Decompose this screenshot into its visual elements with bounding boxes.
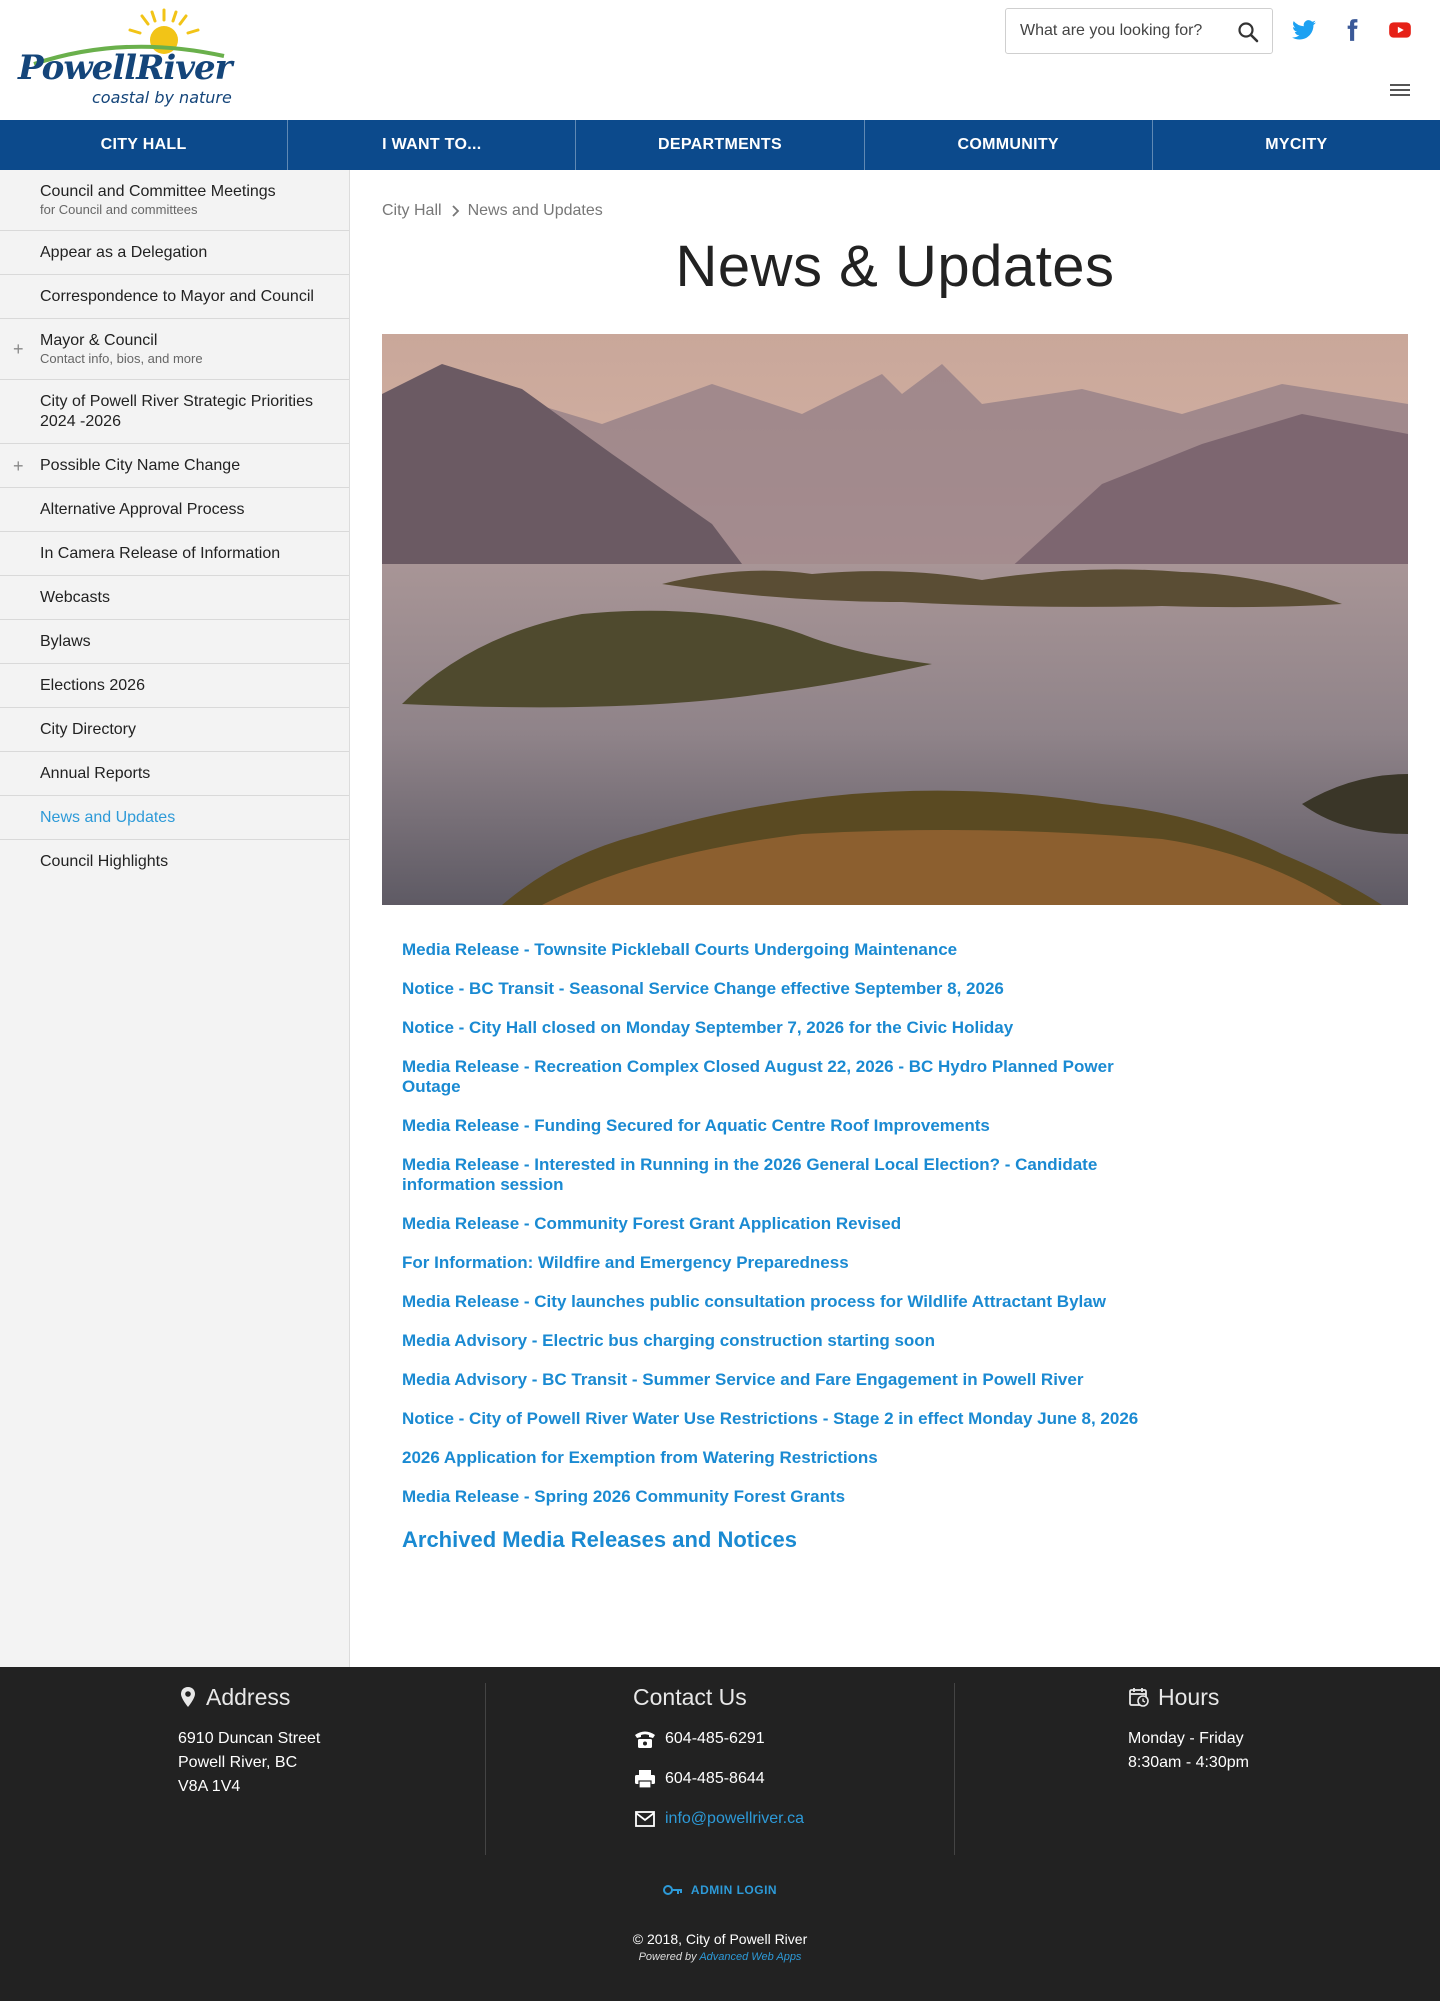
hero-image — [382, 334, 1408, 905]
hours-time: 8:30am - 4:30pm — [1128, 1754, 1249, 1771]
sidebar-item-label: Possible City Name Change — [40, 456, 241, 474]
news-link[interactable]: Media Release - Funding Secured for Aquatic Centre Roof Improvements — [402, 1116, 990, 1135]
sidebar-item-sublabel: Contact info, bios, and more — [40, 351, 203, 366]
nav-city-hall[interactable]: CITY HALL — [0, 120, 288, 170]
sidebar-item-label: City Directory — [40, 720, 137, 738]
sidebar-item-elections[interactable] — [0, 664, 349, 708]
news-list — [402, 940, 1162, 1526]
sidebar-item-label: In Camera Release of Information — [40, 544, 281, 562]
sidebar-item-mayor-council[interactable] — [0, 319, 349, 380]
footer-contact-heading: Contact Us — [633, 1683, 747, 1710]
sidebar-item-label: Mayor & Council — [40, 332, 158, 349]
expand-plus-icon[interactable]: + — [13, 339, 24, 359]
sidebar-item-delegation[interactable] — [0, 231, 349, 275]
news-link[interactable]: Notice - BC Transit - Seasonal Service Change effective September 8, 2026 — [402, 979, 1004, 998]
news-link[interactable]: For Information: Wildfire and Emergency Preparedness — [402, 1253, 849, 1272]
twitter-icon[interactable] — [1291, 17, 1317, 43]
nav-community[interactable]: COMMUNITY — [865, 120, 1153, 170]
logo-text: PowellRiver — [18, 48, 232, 88]
powered-by-link[interactable]: Advanced Web Apps — [699, 1951, 802, 1963]
sidebar-item-label: Council Highlights — [40, 853, 169, 870]
sidebar-item-city-name-change[interactable] — [0, 444, 349, 488]
news-link[interactable]: Media Advisory - BC Transit - Summer Service and Fare Engagement in Powell River — [402, 1370, 1084, 1389]
news-link[interactable]: Notice - City of Powell River Water Use Restrictions - Stage 2 in effect Monday June 8, 2026 — [402, 1409, 1139, 1428]
sidebar-item-label: Appear as a Delegation — [40, 243, 208, 261]
powered-by — [0, 1951, 1440, 1963]
email-icon — [633, 1809, 657, 1829]
logo-tagline: coastal by nature — [92, 88, 232, 107]
facebook-icon[interactable] — [1339, 17, 1365, 43]
news-link[interactable]: Media Release - Spring 2026 Community Forest Grants — [402, 1487, 846, 1506]
key-icon — [663, 1884, 683, 1896]
news-link[interactable]: Media Release - City launches public consultation process for Wildlife Attractant Bylaw — [402, 1292, 1106, 1311]
sidebar-item-alternative-approval[interactable] — [0, 488, 349, 532]
hours-days: Monday - Friday — [1128, 1730, 1244, 1747]
sidebar-item-in-camera[interactable] — [0, 532, 349, 576]
news-link[interactable]: Media Release - Interested in Running in the 2026 General Local Election? - Candidate information session — [402, 1155, 1098, 1194]
address-line: 6910 Duncan Street — [178, 1730, 321, 1747]
sidebar-item-label: Alternative Approval Process — [40, 500, 245, 518]
hamburger-menu-icon[interactable] — [1390, 82, 1410, 98]
sidebar-item-label: Council and Committee Meetings — [40, 183, 276, 200]
calendar-clock-icon — [1128, 1686, 1150, 1708]
city-logo[interactable] — [14, 6, 234, 110]
sidebar-item-council-highlights[interactable] — [0, 840, 349, 884]
fax-icon — [633, 1769, 657, 1789]
sidebar-item-correspondence[interactable] — [0, 275, 349, 319]
archive-link[interactable]: Archived Media Releases and Notices — [402, 1527, 797, 1552]
footer-hours — [1128, 1683, 1388, 1855]
sidebar-item-label: Correspondence to Mayor and Council — [40, 287, 314, 305]
nav-i-want-to[interactable]: I WANT TO... — [288, 120, 576, 170]
youtube-icon[interactable] — [1387, 17, 1413, 43]
breadcrumb — [382, 202, 603, 220]
breadcrumb-parent[interactable]: City Hall — [382, 202, 442, 219]
sidebar-item-sublabel: for Council and committees — [40, 202, 198, 217]
nav-mycity[interactable]: MYCITY — [1265, 136, 1328, 153]
main-nav — [0, 120, 1440, 170]
search-input[interactable] — [1020, 9, 1230, 53]
news-link[interactable]: 2026 Application for Exemption from Watering Restrictions — [402, 1448, 878, 1467]
copyright: © 2018, City of Powell River — [632, 1931, 808, 1947]
sidebar-item-label: Annual Reports — [40, 764, 151, 782]
sidebar-item-city-directory[interactable] — [0, 708, 349, 752]
sidebar-item-label: News and Updates — [40, 808, 176, 826]
news-link[interactable]: Notice - City Hall closed on Monday September 7, 2026 for the Civic Holiday — [402, 1018, 1014, 1037]
sidebar-item-webcasts[interactable] — [0, 576, 349, 620]
admin-login-button[interactable] — [0, 1883, 1440, 1897]
coastal-landscape-image — [382, 334, 1408, 905]
sidebar-item-annual-reports[interactable] — [0, 752, 349, 796]
news-link[interactable]: Media Release - Community Forest Grant Application Revised — [402, 1214, 902, 1233]
sidebar-item-label: City of Powell River Strategic Priorities 2024 -2026 — [40, 392, 313, 430]
powered-prefix: Powered by — [638, 1951, 697, 1963]
nav-departments[interactable]: DEPARTMENTS — [576, 120, 864, 170]
footer-contact — [633, 1683, 923, 1855]
page-title: News & Updates — [675, 234, 1115, 299]
expand-plus-icon[interactable]: + — [13, 455, 24, 476]
breadcrumb-current: News and Updates — [467, 202, 603, 219]
news-link[interactable]: Media Release - Recreation Complex Closed August 22, 2026 - BC Hydro Planned Power Outage — [402, 1057, 1114, 1096]
admin-login-label: ADMIN LOGIN — [690, 1883, 778, 1897]
search-icon[interactable] — [1236, 20, 1260, 44]
sidebar-item-bylaws[interactable] — [0, 620, 349, 664]
footer-divider — [485, 1683, 486, 1855]
news-link[interactable]: Media Release - Townsite Pickleball Courts Undergoing Maintenance — [402, 940, 958, 959]
sidebar-item-label: Elections 2026 — [40, 676, 145, 694]
address-line: V8A 1V4 — [178, 1778, 241, 1795]
sidebar-item-label: Bylaws — [40, 632, 91, 650]
phone-icon — [633, 1729, 657, 1749]
location-pin-icon — [178, 1686, 198, 1708]
footer-address-heading: Address — [206, 1683, 291, 1710]
email-link[interactable]: info@powellriver.ca — [665, 1810, 804, 1827]
sidebar-item-strategic-priorities[interactable] — [0, 380, 349, 444]
sidebar-item-council-meetings[interactable] — [0, 170, 349, 231]
search-box — [1005, 8, 1273, 54]
sidebar — [0, 170, 350, 1667]
sidebar-item-news-updates[interactable] — [0, 796, 349, 840]
footer-divider — [954, 1683, 955, 1855]
news-link[interactable]: Media Advisory - Electric bus charging construction starting soon — [402, 1331, 936, 1350]
sidebar-item-label: Webcasts — [40, 588, 110, 606]
site-footer — [0, 1667, 1440, 2001]
site-header — [0, 0, 1440, 120]
footer-hours-heading: Hours — [1158, 1683, 1220, 1710]
fax-number: 604-485-8644 — [665, 1770, 765, 1787]
address-line: Powell River, BC — [178, 1754, 298, 1771]
footer-address — [178, 1683, 468, 1855]
phone-number[interactable]: 604-485-6291 — [665, 1730, 765, 1747]
chevron-right-icon — [450, 205, 460, 217]
